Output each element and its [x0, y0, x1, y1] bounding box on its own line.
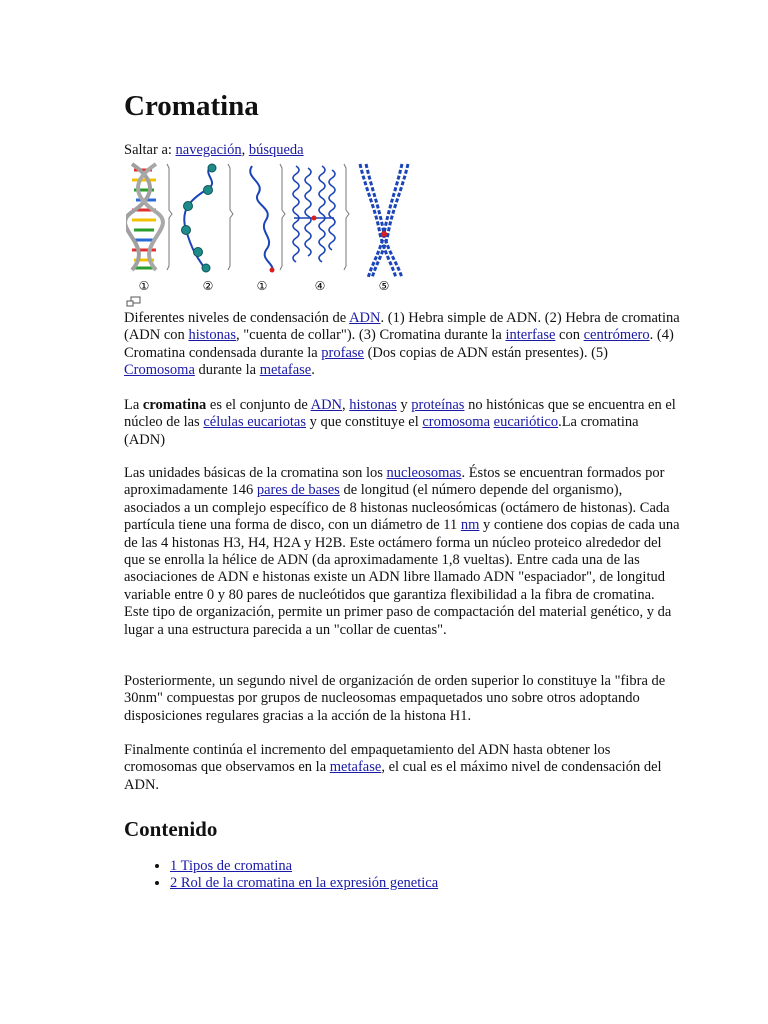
metaphase-chromosome-drawing	[360, 164, 408, 278]
link-histonas[interactable]: histonas	[188, 327, 236, 344]
link-interfase[interactable]: interfase	[505, 327, 556, 344]
jump-prefix: Saltar a:	[124, 142, 176, 158]
link-adn[interactable]: ADN	[349, 310, 381, 326]
link-celulas-eucariotas[interactable]: células eucariotas	[203, 414, 306, 431]
link-nucleosomas[interactable]: nucleosomas	[386, 465, 462, 481]
figure-caption: Diferentes niveles de condensación de ADN. (1) Hebra simple de ADN. (2) Hebra de cromatina (ADN con histonas, "cuenta de collar"). (3) Cromatina durante la interfase con centrómero. (4) Cromatina condensada durante la profase (Dos copias de ADN están presentes). (5) Cromosoma durante la metafase.	[124, 310, 680, 379]
link-nm[interactable]: nm	[460, 517, 480, 534]
contents-heading: Contenido	[124, 817, 218, 841]
fiber-paragraph: Posteriormente, un segundo nivel de organización de orden superior lo constituye la "fibra de 30nm" compuestas por grupos de nucleosomas empaquetados uno sobre otros adoptando disposiciones regulares gracias a la acción de la histona H1.	[124, 673, 666, 724]
link-metafase[interactable]: metafase	[259, 362, 312, 379]
link-cromosoma[interactable]: cromosoma	[422, 414, 491, 431]
link-metafase[interactable]: metafase	[329, 759, 382, 776]
link-cromosoma[interactable]: Cromosoma	[124, 362, 195, 379]
interphase-chromatin-drawing	[250, 164, 285, 273]
figure-label-5: ⑤	[378, 279, 390, 293]
chromatin-figure[interactable]	[126, 160, 426, 296]
link-centromero[interactable]: centrómero	[583, 327, 650, 344]
figure-label-1: ①	[138, 279, 150, 293]
link-pares-de-bases[interactable]: pares de bases	[256, 482, 340, 499]
beads-on-string-drawing	[182, 164, 234, 272]
link-adn[interactable]: ADN	[310, 397, 343, 413]
dna-helix-drawing	[126, 164, 172, 270]
link-histonas[interactable]: histonas	[349, 397, 397, 413]
page-title: Cromatina	[124, 90, 259, 122]
final-paragraph: Finalmente continúa el incremento del empaquetamiento del ADN hasta obtener los cromosomas que observamos en la metafase, el cual es el máximo nivel de condensación del ADN.	[124, 742, 662, 793]
link-proteinas[interactable]: proteínas	[411, 397, 465, 413]
jump-sep: ,	[241, 142, 249, 158]
list-item	[170, 858, 438, 875]
figure-label-2: ②	[202, 279, 214, 293]
jump-links	[124, 141, 304, 159]
search-link[interactable]: búsqueda	[248, 142, 304, 158]
intro-paragraph: La cromatina es el conjunto de ADN, histonas y proteínas no histónicas que se encuentra en el núcleo de las células eucariotas y que constituye el cromosoma eucariótico.La cromatina (ADN)	[124, 397, 676, 448]
prophase-chromatin-drawing	[293, 164, 349, 270]
contents-list	[124, 858, 438, 893]
term-cromatina: cromatina	[142, 397, 207, 413]
toc-link-rol[interactable]: 2 Rol de la cromatina en la expresión genetica	[170, 875, 439, 892]
toc-link-tipos[interactable]: 1 Tipos de cromatina	[170, 858, 293, 874]
nav-link[interactable]: navegación	[175, 142, 242, 158]
figure-label-4: ④	[314, 279, 326, 293]
magnify-icon[interactable]	[126, 296, 141, 307]
list-item	[170, 875, 438, 892]
link-eucariotico[interactable]: eucariótico	[493, 414, 559, 431]
nucleosome-paragraph: Las unidades básicas de la cromatina son los nucleosomas. Éstos se encuentran formados por aproximadamente 146 pares de bases de longitud (el número depende del organismo), asociados a un complejo específico de 8 histonas nucleosómicas (octámero de histonas). Cada partícula tiene una forma de disco, con un diámetro de 11 nm y contiene dos copias de cada una de las 4 histonas H3, H4, H2A y H2B. Este octámero forma un núcleo proteico alrededor del que se enrolla la hélice de ADN (da aproximadamente 1,8 vueltas). Entre cada una de las asociaciones de ADN e histonas existe un ADN libre llamado ADN "espaciador", de longitud variable entre 0 y 80 pares de nucleótidos que garantiza flexibilidad a la fibra de cromatina. Este tipo de organización, permite un primer paso de compactación del material genético, y da lugar a una estructura parecida a un "collar de cuentas".	[124, 465, 680, 638]
link-profase[interactable]: profase	[321, 344, 364, 361]
figure-label-3: ①	[256, 279, 268, 293]
